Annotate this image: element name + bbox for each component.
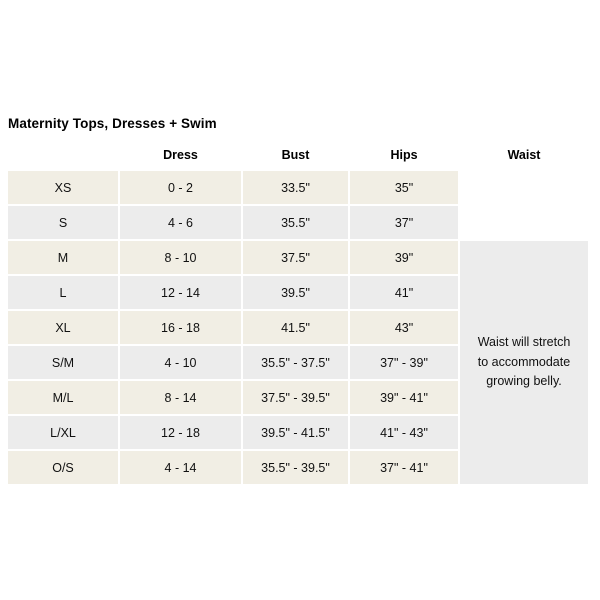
dress-cell: 16 - 18 [120, 311, 241, 344]
hips-cell: 41" [350, 276, 458, 309]
hips-cell: 39" [350, 241, 458, 274]
size-cell: L/XL [8, 416, 118, 449]
bust-cell: 35.5" - 39.5" [243, 451, 348, 484]
size-cell: L [8, 276, 118, 309]
dress-cell: 4 - 6 [120, 206, 241, 239]
hips-cell: 39" - 41" [350, 381, 458, 414]
size-cell: S [8, 206, 118, 239]
size-cell: XS [8, 171, 118, 204]
hips-cell: 37" - 39" [350, 346, 458, 379]
hips-cell: 43" [350, 311, 458, 344]
dress-cell: 12 - 14 [120, 276, 241, 309]
bust-cell: 37.5" - 39.5" [243, 381, 348, 414]
header-bust-cell: Bust [243, 141, 348, 169]
hips-cell: 35" [350, 171, 458, 204]
dress-cell: 4 - 10 [120, 346, 241, 379]
hips-cell: 37" [350, 206, 458, 239]
bust-cell: 35.5" [243, 206, 348, 239]
header-dress-cell: Dress [120, 141, 241, 169]
hips-cell: 41" - 43" [350, 416, 458, 449]
chart-title: Maternity Tops, Dresses + Swim [8, 116, 217, 131]
header-size-cell [8, 141, 118, 169]
waist-empty-cell [460, 206, 588, 239]
size-cell: XL [8, 311, 118, 344]
size-cell: M/L [8, 381, 118, 414]
size-cell: S/M [8, 346, 118, 379]
dress-cell: 12 - 18 [120, 416, 241, 449]
size-chart-page [8, 116, 588, 484]
size-cell: O/S [8, 451, 118, 484]
bust-cell: 41.5" [243, 311, 348, 344]
dress-cell: 0 - 2 [120, 171, 241, 204]
waist-note: Waist will stretch to accommodate growing belly. [460, 241, 588, 484]
header-hips-cell: Hips [350, 141, 458, 169]
header-waist-cell: Waist [460, 141, 588, 169]
waist-empty-cell [460, 171, 588, 204]
bust-cell: 35.5" - 37.5" [243, 346, 348, 379]
bust-cell: 37.5" [243, 241, 348, 274]
dress-cell: 8 - 14 [120, 381, 241, 414]
bust-cell: 33.5" [243, 171, 348, 204]
dress-cell: 8 - 10 [120, 241, 241, 274]
bust-cell: 39.5" - 41.5" [243, 416, 348, 449]
size-cell: M [8, 241, 118, 274]
bust-cell: 39.5" [243, 276, 348, 309]
hips-cell: 37" - 41" [350, 451, 458, 484]
dress-cell: 4 - 14 [120, 451, 241, 484]
size-table [8, 141, 588, 484]
